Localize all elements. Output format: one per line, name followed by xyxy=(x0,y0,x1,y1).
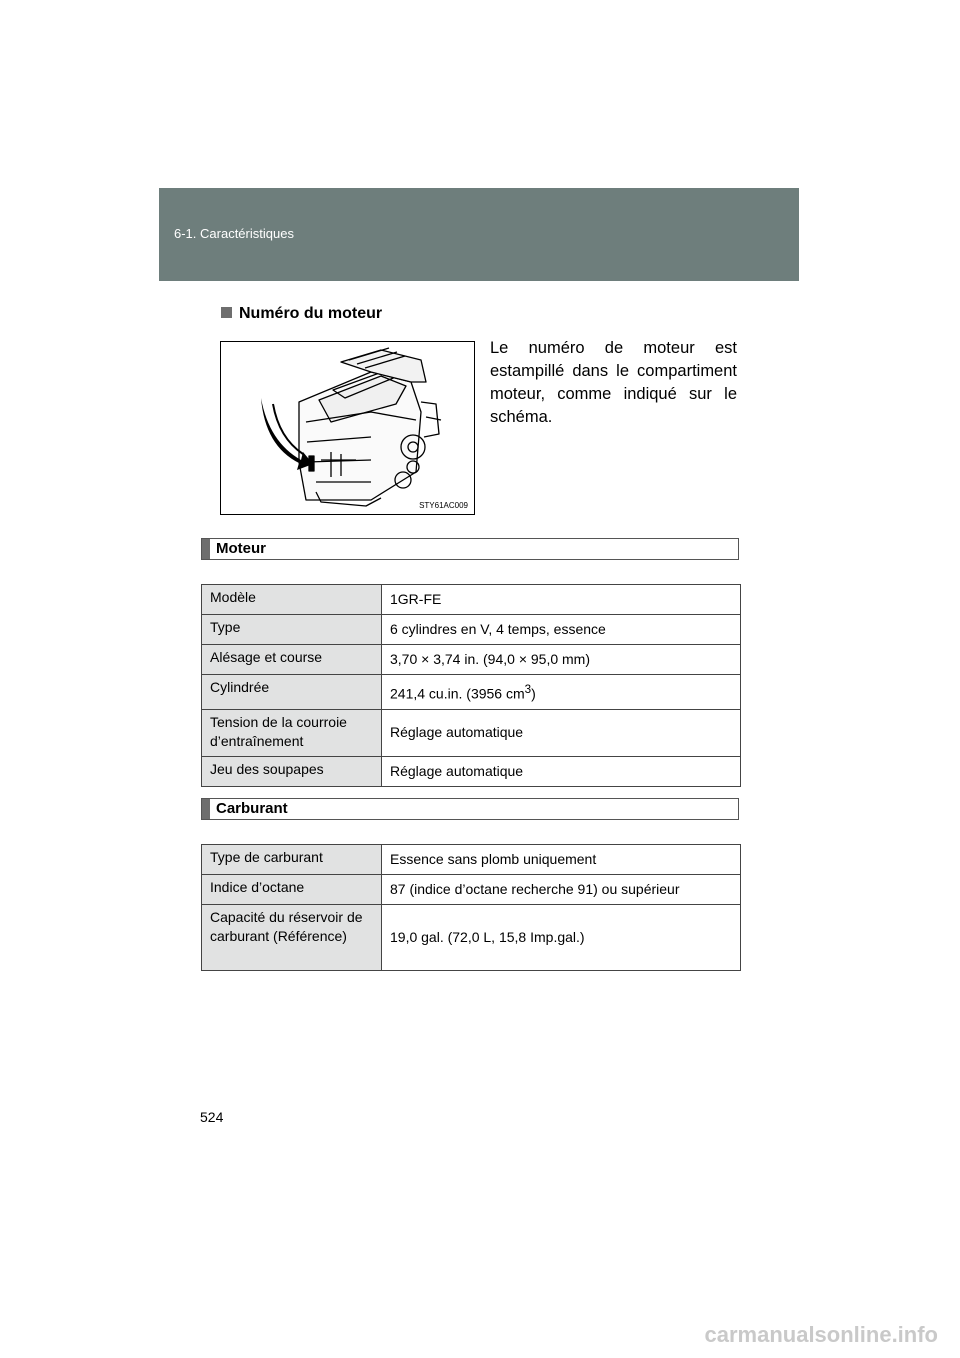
carburant-section-bar xyxy=(201,798,739,820)
row-label: Modèle xyxy=(202,585,382,615)
table-row xyxy=(202,709,741,756)
row-label: Type xyxy=(202,615,382,645)
engine-number-description: Le numéro de moteur est estampillé dans le compartiment moteur, comme indiqué sur le schéma. xyxy=(490,339,737,426)
row-label: Tension de la courroie d’entraînement xyxy=(202,709,382,756)
row-label: Indice d’octane xyxy=(202,875,382,905)
page-number: 524 xyxy=(200,1109,224,1125)
superscript: 3 xyxy=(524,683,532,696)
row-value: Essence sans plomb uniquement xyxy=(382,845,741,875)
engine-illustration xyxy=(220,341,475,515)
carburant-title: Carburant xyxy=(216,800,288,817)
watermark: carmanualsonline.info xyxy=(704,1322,938,1347)
displacement-close: ) xyxy=(531,685,536,702)
table-row xyxy=(202,615,741,645)
row-label: Cylindrée xyxy=(202,675,382,710)
figure-code: STY61AC009 xyxy=(419,501,468,510)
row-value: Réglage automatique xyxy=(382,709,741,756)
table-row xyxy=(202,585,741,615)
section-header-band xyxy=(159,188,799,281)
section-title: 6-1. Caractéristiques xyxy=(174,226,294,241)
moteur-table xyxy=(201,584,741,787)
section-accent xyxy=(202,799,210,819)
engine-number-heading-text: Numéro du moteur xyxy=(239,305,383,322)
moteur-title: Moteur xyxy=(216,540,266,557)
table-row xyxy=(202,875,741,905)
table-row xyxy=(202,756,741,786)
table-row xyxy=(202,645,741,675)
row-value: Réglage automatique xyxy=(382,756,741,786)
row-value: 3,70 × 3,74 in. (94,0 × 95,0 mm) xyxy=(382,645,741,675)
table-row xyxy=(202,905,741,971)
row-label: Type de carburant xyxy=(202,845,382,875)
engine-drawing xyxy=(221,342,474,514)
square-bullet-icon xyxy=(221,307,232,318)
carburant-table xyxy=(201,844,741,971)
row-label: Alésage et course xyxy=(202,645,382,675)
row-value: 19,0 gal. (72,0 L, 15,8 Imp.gal.) xyxy=(382,905,741,971)
row-label: Capacité du réservoir de carburant (Référence) xyxy=(202,905,382,971)
section-accent xyxy=(202,539,210,559)
row-value: 87 (indice d’octane recherche 91) ou supérieur xyxy=(382,875,741,905)
row-value: 6 cylindres en V, 4 temps, essence xyxy=(382,615,741,645)
table-row xyxy=(202,675,741,710)
row-value: 1GR-FE xyxy=(382,585,741,615)
row-label: Jeu des soupapes xyxy=(202,756,382,786)
moteur-section-bar xyxy=(201,538,739,560)
row-value xyxy=(382,675,741,710)
engine-number-heading xyxy=(221,305,382,323)
displacement-value: 241,4 cu.in. (3956 cm xyxy=(390,685,525,702)
table-row xyxy=(202,845,741,875)
